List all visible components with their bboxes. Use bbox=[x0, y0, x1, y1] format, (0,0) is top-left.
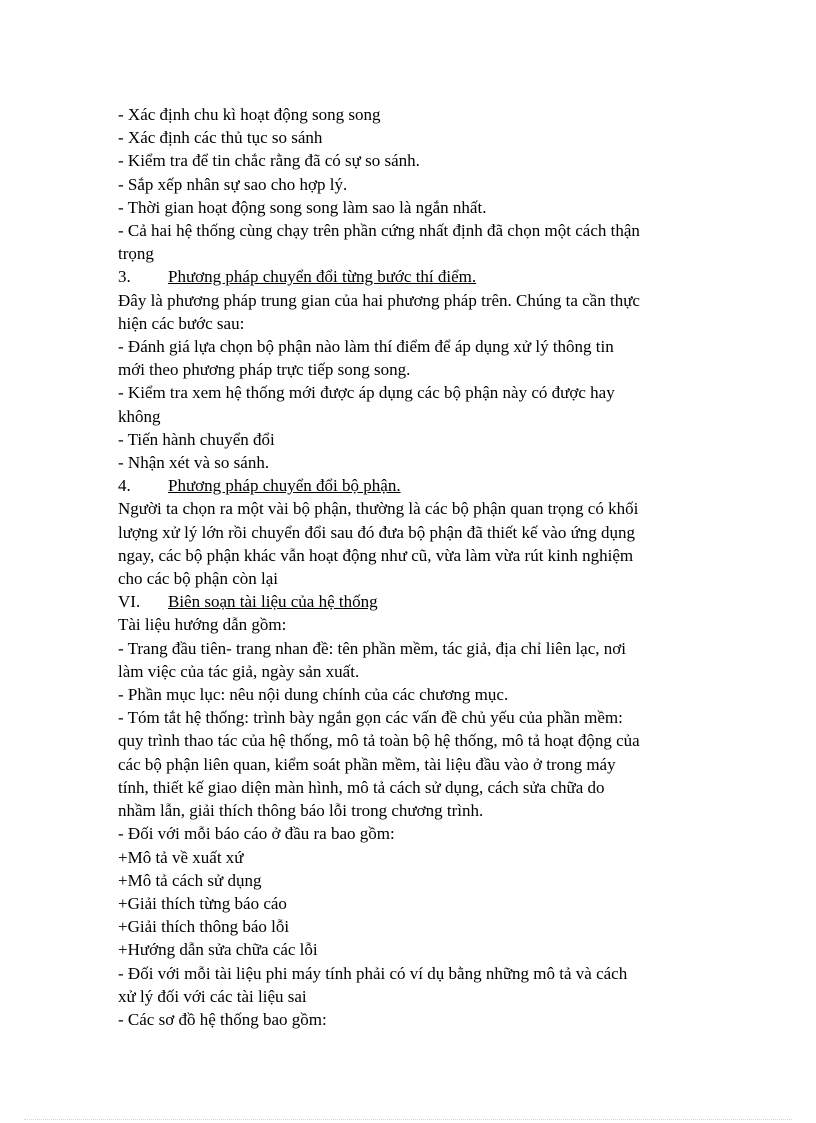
text-line: - Thời gian hoạt động song song làm sao là ngắn nhất. bbox=[118, 197, 487, 217]
text-line: +Hướng dẫn sửa chữa các lỗi bbox=[118, 940, 318, 960]
text-line: xử lý đối với các tài liệu sai bbox=[118, 986, 307, 1006]
text-line: - Nhận xét và so sánh. bbox=[118, 453, 270, 473]
text-line: - Kiểm tra để tin chắc rằng đã có sự so sánh. bbox=[118, 151, 420, 171]
text-line: làm việc của tác giả, ngày sản xuất. bbox=[118, 661, 360, 681]
text-line: - Đối với mỗi tài liệu phi máy tính phải có ví dụ bằng những mô tả và cách bbox=[118, 963, 628, 983]
section-number: 4. bbox=[118, 476, 131, 496]
text-line: - Tóm tắt hệ thống: trình bày ngắn gọn các vấn đề chủ yếu của phần mềm: bbox=[118, 708, 623, 728]
section-number: VI. bbox=[118, 592, 141, 612]
text-line: +Mô tả về xuất xứ bbox=[118, 847, 244, 867]
page-bottom-divider bbox=[24, 1119, 792, 1120]
text-line: - Sắp xếp nhân sự sao cho hợp lý. bbox=[118, 174, 348, 194]
section-title: Phương pháp chuyển đổi từng bước thí điểm. bbox=[168, 267, 477, 287]
text-line: - Đánh giá lựa chọn bộ phận nào làm thí điểm để áp dụng xử lý thông tin bbox=[118, 337, 614, 357]
text-line: không bbox=[118, 406, 161, 426]
section-number: 3. bbox=[118, 267, 131, 287]
text-line: - Phần mục lục: nêu nội dung chính của các chương mục. bbox=[118, 685, 509, 705]
text-line: trọng bbox=[118, 244, 154, 264]
text-line: - Trang đầu tiên- trang nhan đề: tên phần mềm, tác giả, địa chỉ liên lạc, nơi bbox=[118, 638, 626, 658]
text-line: nhầm lẫn, giải thích thông báo lỗi trong chương trình. bbox=[118, 801, 484, 821]
text-line: lượng xử lý lớn rồi chuyển đổi sau đó đưa bộ phận đã thiết kế vào ứng dụng bbox=[118, 522, 636, 542]
text-line: - Xác định các thủ tục so sánh bbox=[118, 128, 323, 148]
text-line: - Kiểm tra xem hệ thống mới được áp dụng các bộ phận này có được hay bbox=[118, 383, 615, 403]
text-line: - Tiến hành chuyển đổi bbox=[118, 429, 275, 449]
text-line: hiện các bước sau: bbox=[118, 313, 245, 333]
text-line: Đây là phương pháp trung gian của hai phương pháp trên. Chúng ta cần thực bbox=[118, 290, 640, 310]
section-heading bbox=[118, 590, 700, 613]
text-line: +Giải thích thông báo lỗi bbox=[118, 917, 290, 937]
section-title: Phương pháp chuyển đổi bộ phận. bbox=[168, 476, 401, 496]
text-line: mới theo phương pháp trực tiếp song song. bbox=[118, 360, 411, 380]
section-heading bbox=[118, 265, 700, 288]
text-line: - Đối với mỗi báo cáo ở đầu ra bao gồm: bbox=[118, 824, 395, 844]
text-line: các bộ phận liên quan, kiểm soát phần mềm, tài liệu đầu vào ở trong máy bbox=[118, 754, 616, 774]
document-body bbox=[118, 103, 700, 1031]
text-line: tính, thiết kế giao diện màn hình, mô tả cách sử dụng, cách sửa chữa do bbox=[118, 777, 605, 797]
text-line: Người ta chọn ra một vài bộ phận, thường là các bộ phận quan trọng có khối bbox=[118, 499, 639, 519]
section-heading bbox=[118, 474, 700, 497]
text-line: Tài liệu hướng dẫn gồm: bbox=[118, 615, 287, 635]
text-line: - Các sơ đồ hệ thống bao gồm: bbox=[118, 1009, 327, 1029]
text-line: cho các bộ phận còn lại bbox=[118, 569, 279, 589]
text-line: ngay, các bộ phận khác vẫn hoạt động như cũ, vừa làm vừa rút kinh nghiệm bbox=[118, 545, 634, 565]
section-title: Biên soạn tài liệu của hệ thống bbox=[168, 592, 378, 612]
text-line: - Xác định chu kì hoạt động song song bbox=[118, 105, 381, 124]
text-line: +Mô tả cách sử dụng bbox=[118, 870, 262, 890]
text-line: quy trình thao tác của hệ thống, mô tả toàn bộ hệ thống, mô tả hoạt động của bbox=[118, 731, 640, 751]
text-line: +Giải thích từng báo cáo bbox=[118, 893, 287, 913]
text-line: - Cả hai hệ thống cùng chạy trên phần cứng nhất định đã chọn một cách thận bbox=[118, 221, 640, 241]
